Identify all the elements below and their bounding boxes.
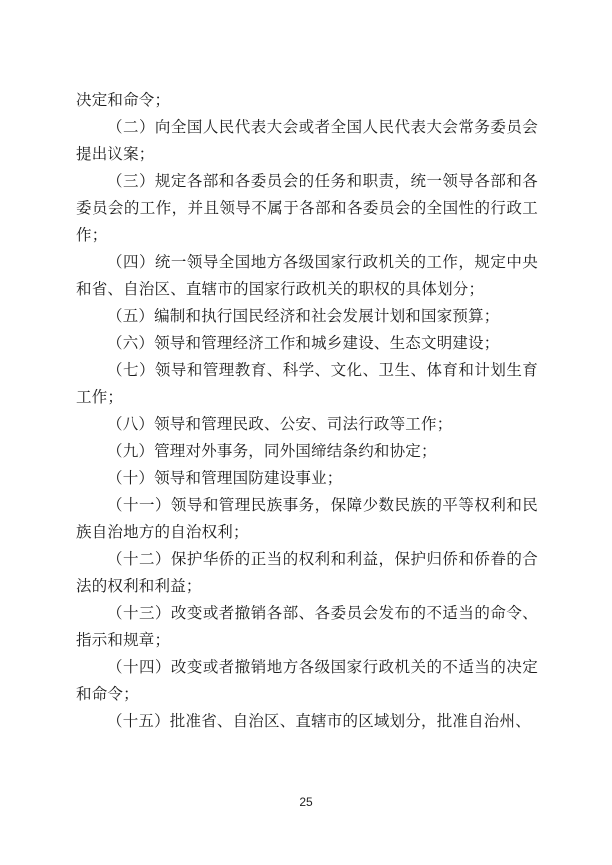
page-number: 25 <box>299 795 313 809</box>
paragraph: （十四）改变或者撤销地方各级国家行政机关的不适当的决定和命令； <box>76 658 538 703</box>
paragraph: （二）向全国人民代表大会或者全国人民代表大会常务委员会提出议案； <box>76 118 538 163</box>
paragraph: （十）领导和管理国防建设事业； <box>107 469 343 487</box>
paragraph: （八）领导和管理民政、公安、司法行政等工作； <box>107 415 453 433</box>
document-body <box>76 87 538 735</box>
paragraph: （十一）领导和管理民族事务，保障少数民族的平等权利和民族自治地方的自治权利； <box>76 496 538 541</box>
paragraph: （十五）批准省、自治区、直辖市的区域划分，批准自治州、 <box>107 712 531 730</box>
paragraph: （十三）改变或者撤销各部、各委员会发布的不适当的命令、指示和规章； <box>76 604 538 649</box>
paragraph: （五）编制和执行国民经济和社会发展计划和国家预算； <box>107 307 500 325</box>
paragraph: （九）管理对外事务，同外国缔结条约和协定； <box>107 442 437 460</box>
paragraph: （六）领导和管理经济工作和城乡建设、生态文明建设； <box>107 334 500 352</box>
paragraph: 决定和命令； <box>76 91 171 109</box>
paragraph: （四）统一领导全国地方各级国家行政机关的工作，规定中央和省、自治区、直辖市的国家行政机关的职权的具体划分； <box>76 253 538 298</box>
paragraph: （三）规定各部和各委员会的任务和职责，统一领导各部和各委员会的工作，并且领导不属于各部和各委员会的全国性的行政工作； <box>76 172 538 244</box>
paragraph: （七）领导和管理教育、科学、文化、卫生、体育和计划生育工作； <box>76 361 538 406</box>
paragraph: （十二）保护华侨的正当的权利和利益，保护归侨和侨眷的合法的权利和利益； <box>76 550 538 595</box>
